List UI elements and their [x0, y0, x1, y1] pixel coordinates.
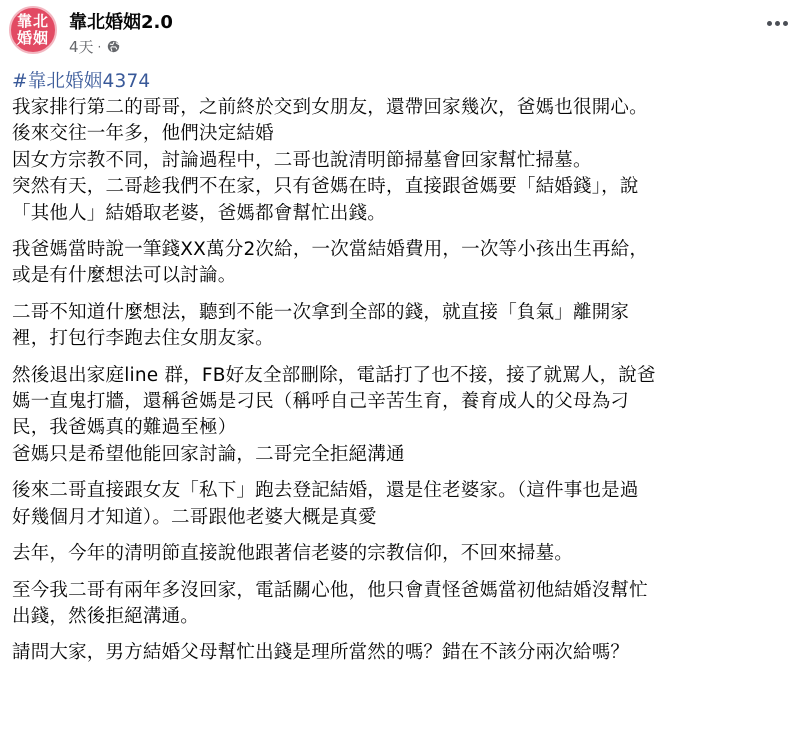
- post-text-line: 二哥不知道什麼想法，聽到不能一次拿到全部的錢，就直接「負氣」離開家: [12, 301, 630, 323]
- post-paragraph: [12, 300, 787, 353]
- post-paragraph: [12, 95, 787, 227]
- post-paragraph: [12, 541, 787, 567]
- hashtag-link[interactable]: #靠北婚姻4374: [12, 71, 151, 92]
- post-text-line: 媽一直鬼打牆，還稱爸媽是刁民（稱呼自己辛苦生育，養育成人的父母為刁: [12, 391, 630, 413]
- post-text-line: 去年，今年的清明節直接說他跟著信老婆的宗教信仰，不回來掃墓。: [12, 543, 574, 565]
- post-text-line: 後來交往一年多，他們決定結婚: [12, 123, 274, 145]
- post-text-line: 出錢，然後拒絕溝通。: [12, 605, 200, 627]
- post-meta: [69, 36, 120, 57]
- avatar-text-top: 靠北: [16, 12, 49, 30]
- post-text-line: 或是有什麼想法可以討論。: [12, 265, 237, 287]
- globe-icon[interactable]: [107, 40, 120, 53]
- post-body: [12, 69, 787, 667]
- post-text-line: 至今我二哥有兩年多沒回家，電話關心他，他只會責怪爸媽當初他結婚沒幫忙: [12, 579, 648, 601]
- post-paragraph: [12, 578, 787, 631]
- page-name-link[interactable]: 靠北婚姻2.0: [69, 12, 173, 33]
- post-paragraph: [12, 237, 787, 290]
- meta-separator: ·: [97, 39, 102, 54]
- post-text-line: 突然有天，二哥趁我們不在家，只有爸媽在時，直接跟爸媽要「結婚錢」，說: [12, 176, 639, 198]
- post-header: [9, 6, 794, 62]
- menu-dot: [783, 21, 788, 26]
- post-text-line: 我家排行第二的哥哥，之前終於交到女朋友，還帶回家幾次，爸媽也很開心。: [12, 97, 648, 118]
- post-text-line: 後來二哥直接跟女友「私下」跑去登記結婚，還是住老婆家。（這件事也是過: [12, 480, 639, 502]
- post-paragraph: [12, 478, 787, 531]
- post-text-line: 好幾個月才知道）。二哥跟他老婆大概是真愛: [12, 506, 377, 528]
- post-text-line: 裡，打包行李跑去住女朋友家。: [12, 328, 274, 350]
- post-text-line: 我爸媽當時說一筆錢XX萬分2次給，一次當結婚費用，一次等小孩出生再給，: [12, 239, 649, 261]
- post-timestamp[interactable]: 4天: [69, 38, 94, 56]
- post-text-line: 因女方宗教不同，討論過程中，二哥也說清明節掃墓會回家幫忙掃墓。: [12, 149, 592, 171]
- more-horizontal-icon[interactable]: [762, 12, 792, 34]
- post-text-line: 然後退出家庭line 群，FB好友全部刪除，電話打了也不接，接了就罵人，說爸: [12, 364, 656, 386]
- post-paragraph: [12, 640, 787, 666]
- post-text-line: 民，我爸媽真的難過至極）: [12, 417, 237, 439]
- post-text-line: 爸媽只是希望他能回家討論，二哥完全拒絕溝通: [12, 443, 405, 465]
- page-avatar[interactable]: [9, 6, 57, 54]
- menu-dot: [775, 21, 780, 26]
- post-text-line: 「其他人」結婚取老婆，爸媽都會幫忙出錢。: [12, 202, 387, 224]
- post-paragraphs: [12, 95, 787, 667]
- menu-dot: [767, 21, 772, 26]
- avatar-text-bottom: 婚姻: [16, 29, 49, 47]
- post-text-line: 請問大家，男方結婚父母幫忙出錢是理所當然的嗎？錯在不該分兩次給嗎？: [12, 642, 630, 664]
- post-paragraph: [12, 363, 787, 469]
